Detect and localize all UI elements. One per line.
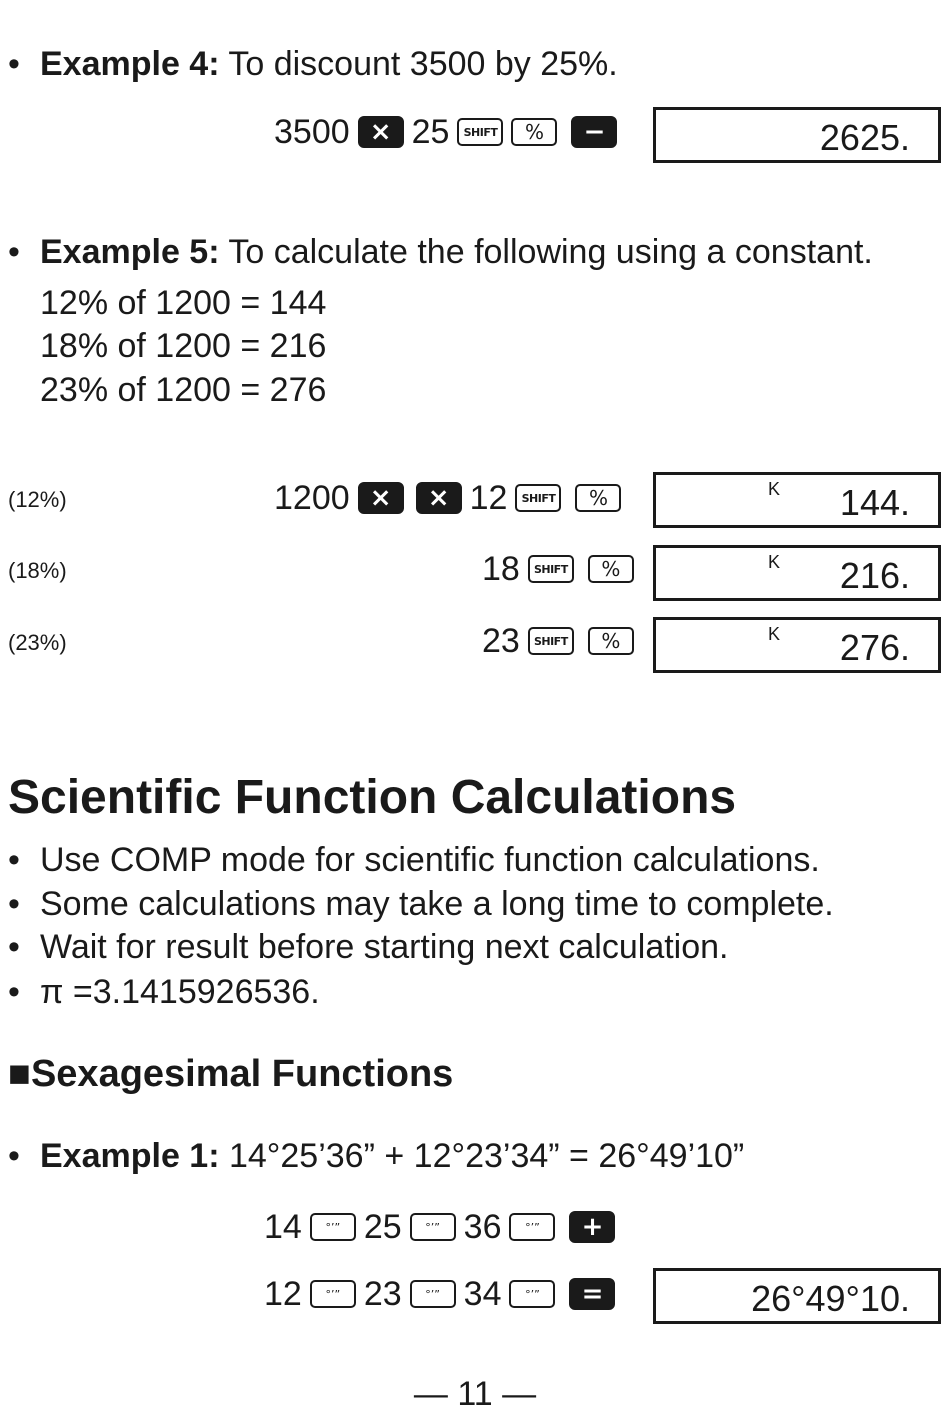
number: 12 bbox=[469, 479, 508, 517]
example-text: 14°25’36” + 12°23’34” = 26°49’10” bbox=[219, 1137, 745, 1175]
display bbox=[653, 617, 941, 673]
degree-key: °’” bbox=[310, 1213, 356, 1241]
number: 12 bbox=[264, 1275, 302, 1313]
bullet: • bbox=[8, 841, 20, 879]
degree-key: °’” bbox=[509, 1213, 555, 1241]
multiply-key: × bbox=[358, 482, 404, 514]
example4-heading bbox=[40, 44, 618, 84]
display-value: 26°49°10. bbox=[751, 1278, 910, 1319]
example-line: 23% of 1200 = 276 bbox=[40, 371, 327, 409]
multiply-key: × bbox=[416, 482, 462, 514]
percent-key: % bbox=[588, 627, 634, 655]
percent-key: % bbox=[588, 555, 634, 583]
number: 1200 bbox=[274, 479, 350, 517]
plus-key: + bbox=[569, 1211, 615, 1243]
example-line: 18% of 1200 = 216 bbox=[40, 327, 327, 365]
number: 3500 bbox=[274, 113, 350, 151]
example-label: Example 1: bbox=[40, 1137, 220, 1175]
example1-heading bbox=[40, 1136, 744, 1176]
number: 23 bbox=[482, 622, 520, 660]
minus-key: − bbox=[571, 116, 617, 148]
shift-key: SHIFT bbox=[528, 555, 574, 583]
number: 36 bbox=[463, 1208, 502, 1246]
bullet: • bbox=[8, 928, 20, 966]
note-line: Use COMP mode for scientific function calculations. bbox=[40, 841, 820, 879]
key-sequence bbox=[482, 621, 634, 661]
row-label: (12%) bbox=[8, 487, 67, 512]
shift-key: SHIFT bbox=[528, 627, 574, 655]
note-line: Wait for result before starting next calculation. bbox=[40, 928, 729, 966]
subsection-title: ■Sexagesimal Functions bbox=[8, 1053, 454, 1095]
constant-indicator: K bbox=[768, 552, 781, 572]
example-label: Example 5: bbox=[40, 233, 220, 271]
display-value: 216. bbox=[839, 555, 910, 596]
row-label: (23%) bbox=[8, 630, 67, 655]
multiply-key: × bbox=[358, 116, 404, 148]
display-value: 2625. bbox=[819, 117, 910, 158]
example-line: 12% of 1200 = 144 bbox=[40, 284, 327, 322]
bullet: • bbox=[8, 45, 20, 83]
number: 14 bbox=[264, 1208, 302, 1246]
display-value: 144. bbox=[839, 482, 910, 523]
example-label: Example 4: bbox=[40, 45, 220, 83]
key-sequence bbox=[264, 1274, 615, 1314]
display bbox=[653, 1268, 941, 1324]
constant-indicator: K bbox=[768, 624, 781, 644]
key-sequence bbox=[264, 1207, 615, 1247]
bullet: • bbox=[8, 885, 20, 923]
key-sequence bbox=[274, 112, 617, 152]
degree-key: °’” bbox=[410, 1280, 456, 1308]
equals-key: = bbox=[569, 1278, 615, 1310]
number: 25 bbox=[411, 113, 450, 151]
example-text: To discount 3500 by 25%. bbox=[219, 45, 618, 83]
key-sequence bbox=[482, 549, 634, 589]
example5-heading bbox=[40, 232, 873, 272]
degree-key: °’” bbox=[410, 1213, 456, 1241]
bullet: • bbox=[8, 1137, 20, 1175]
shift-key: SHIFT bbox=[515, 484, 561, 512]
shift-key: SHIFT bbox=[457, 118, 503, 146]
degree-key: °’” bbox=[310, 1280, 356, 1308]
display bbox=[653, 107, 941, 163]
page-number: — 11 — bbox=[413, 1375, 537, 1413]
key-sequence bbox=[274, 478, 621, 518]
number: 34 bbox=[463, 1275, 502, 1313]
note-line: Some calculations may take a long time to complete. bbox=[40, 885, 834, 923]
number: 23 bbox=[363, 1275, 402, 1313]
bullet: • bbox=[8, 973, 20, 1011]
section-title: Scientific Function Calculations bbox=[8, 771, 737, 824]
display-value: 276. bbox=[839, 627, 910, 668]
percent-key: % bbox=[575, 484, 621, 512]
number: 18 bbox=[482, 550, 520, 588]
row-label: (18%) bbox=[8, 558, 67, 583]
constant-indicator: K bbox=[768, 479, 781, 499]
note-line: π =3.1415926536. bbox=[40, 973, 320, 1011]
percent-key: % bbox=[511, 118, 557, 146]
display bbox=[653, 545, 941, 601]
bullet: • bbox=[8, 233, 20, 271]
display bbox=[653, 472, 941, 528]
example-text: To calculate the following using a constant. bbox=[219, 233, 873, 271]
number: 25 bbox=[363, 1208, 402, 1246]
degree-key: °’” bbox=[509, 1280, 555, 1308]
